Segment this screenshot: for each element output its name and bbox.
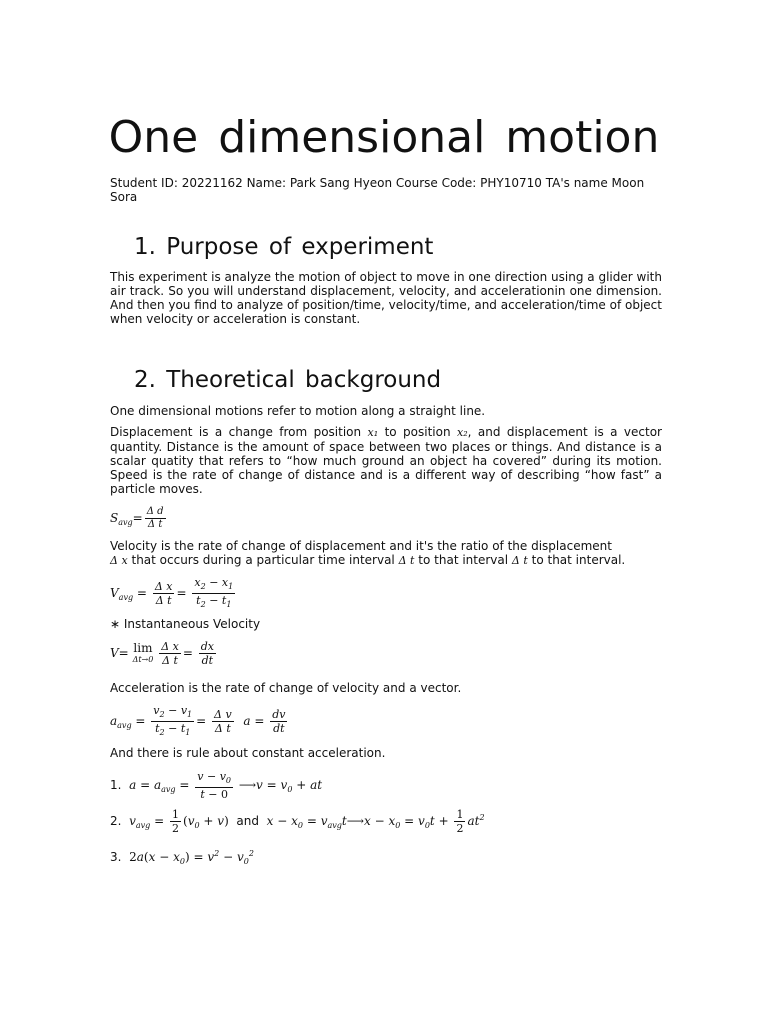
instantaneous-velocity-equation: V= lim Δt→0 $\frac{\text{Δ x}}{\text{Δ t}}$ = $\frac{dx}{dt}$ <box>110 640 214 667</box>
velocity-text-d: to that interval. <box>531 553 626 567</box>
rule-2-number: 2. <box>110 814 122 828</box>
student-info: Student ID: 20221162 Name: Park Sang Hyeon Course Code: PHY10710 TA's name Moon Sora <box>110 176 645 204</box>
displacement-paragraph <box>110 425 662 496</box>
x1-symbol: x₁ <box>367 426 379 439</box>
instantaneous-velocity-label: ∗ Instantaneous Velocity <box>110 617 261 631</box>
theory-intro-paragraph: One dimensional motions refer to motion along a straight line. <box>110 404 486 418</box>
velocity-text-a: Velocity is the rate of change of displacement and it's the ratio of the displacement <box>110 539 612 553</box>
constant-acceleration-rule-3: 3. $2a(x - x_0) = v^2 - v_0^2$ <box>110 849 254 866</box>
velocity-paragraph <box>110 539 662 568</box>
rule-2-and: and <box>236 814 259 828</box>
acceleration-equation: $a_{avg}$ = $\frac{v_2 - v_1}{t_2 - t_1}$ = $\frac{\text{Δ v}}{\text{Δ t}}$ a = $\frac{dv}{dt}$ <box>110 704 286 737</box>
section-heading-purpose: 1. Purpose of experiment <box>134 234 434 260</box>
speed-equation: $S_{avg}=$ $\frac{\text{Δ d}}{\text{Δ t}}$ <box>110 506 164 530</box>
average-velocity-equation: $V_{avg}$ = $\frac{\text{Δ x}}{\text{Δ t}}$ = $\frac{x_2 - x_1}{t_2 - t_1}$ <box>110 576 234 609</box>
constant-acceleration-rule-1: 1. $a = a_{avg}$ = $\frac{v - v_0}{t - 0}$ ⟶v = $v_0$ + at <box>110 770 323 801</box>
velocity-text-b: that occurs during a particular time interval <box>131 553 395 567</box>
section-heading-theory: 2. Theoretical background <box>134 367 442 393</box>
document-title: One dimensional motion <box>108 112 660 163</box>
constant-acceleration-intro: And there is rule about constant acceleration. <box>110 746 386 760</box>
displacement-text-b: to position <box>384 425 451 439</box>
velocity-text-c: to that interval <box>418 553 509 567</box>
purpose-paragraph: This experiment is analyze the motion of object to move in one direction using a glider with air track. So you will understand displacement, velocity, and accelerationin one dimension. And then you find to analyze of position/time, velocity/time, and acceleration/time of object when velocity or acceleration is constant. <box>110 270 662 326</box>
displacement-text-c: , and displacement is a vector quantity. Distance is the amount of space between two places or things. And distance is a scalar quatity that refers to “how much ground an object ha covered” during its motion. Speed is the rate of change of distance and is a different way of describing “how fast” a particle moves. <box>110 425 662 496</box>
acceleration-paragraph: Acceleration is the rate of change of velocity and a vector. <box>110 681 462 695</box>
delta-x-symbol: Δ x <box>110 554 128 567</box>
delta-t-symbol: Δ t <box>398 554 415 567</box>
rule-1-number: 1. <box>110 778 122 792</box>
delta-t-symbol-2: Δ t <box>511 554 528 567</box>
rule-3-number: 3. <box>110 850 122 864</box>
displacement-text-a: Displacement is a change from position <box>110 425 362 439</box>
constant-acceleration-rule-2: 2. $v_{avg}$ = $\frac{1}{2}$ $(v_0 + v)$ and $x - x_0$ = $v_{avg}t⟶x - x_0 = v_0t$ + $\frac{1}{2}$ $at^2$ <box>110 808 485 835</box>
x2-symbol: x₂ <box>457 426 468 439</box>
